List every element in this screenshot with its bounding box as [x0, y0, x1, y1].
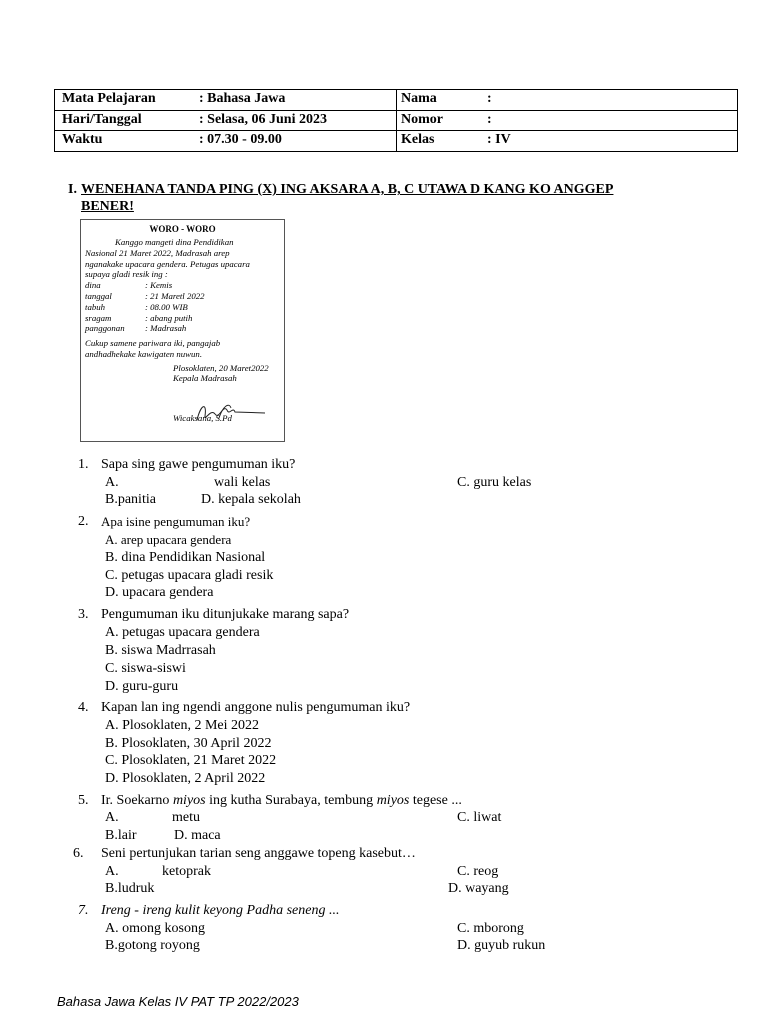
- option-c: C. liwat: [457, 810, 502, 825]
- question-text: Sapa sing gawe pengumuman iku?: [101, 457, 296, 472]
- question-number: 4.: [78, 700, 89, 715]
- option-b: B. Plosoklaten, 30 April 2022: [105, 736, 272, 751]
- subject-label: Mata Pelajaran: [62, 91, 156, 106]
- announcement-title: WORO - WORO: [149, 224, 216, 234]
- question-number: 1.: [78, 457, 89, 472]
- question-text-part: ing kutha Surabaya, tembung: [205, 793, 377, 808]
- announcement-row-label: panggonan: [85, 323, 125, 333]
- question-text: Pengumuman iku ditunjukake marang sapa?: [101, 607, 350, 622]
- announcement-row-label: tanggal: [85, 291, 112, 301]
- announcement-row-value: : abang putih: [145, 313, 193, 323]
- question-text: Ireng - ireng kulit keyong Padha seneng ...: [101, 903, 340, 918]
- option-b: B. dina Pendidikan Nasional: [105, 550, 266, 565]
- option-a: A. petugas upacara gendera: [105, 625, 260, 640]
- announcement-signatory: Wicaksana, S.Pd: [173, 413, 232, 423]
- question-number: 6.: [73, 846, 84, 861]
- option-b: B.gotong royong: [105, 938, 200, 953]
- option-a: A. arep upacara gendera: [105, 532, 232, 547]
- option-d: D. guru-guru: [105, 679, 179, 694]
- page-footer: Bahasa Jawa Kelas IV PAT TP 2022/2023: [57, 994, 299, 1009]
- number-value: :: [487, 111, 492, 127]
- option-a-text: ketoprak: [162, 864, 211, 879]
- option-a: A. Plosoklaten, 2 Mei 2022: [105, 718, 259, 733]
- option-d: D. wayang: [448, 881, 509, 896]
- option-a-letter: A.: [105, 864, 119, 879]
- announcement-closing: andhadhekake kawigaten nuwun.: [85, 349, 203, 359]
- option-d: D. Plosoklaten, 2 April 2022: [105, 771, 266, 786]
- question-text-italic: miyos: [376, 793, 410, 808]
- class-value: : IV: [487, 132, 511, 147]
- number-label: Nomor: [401, 111, 443, 127]
- name-label: Nama: [401, 91, 437, 106]
- announcement-row-value: : 08.00 WIB: [145, 302, 188, 312]
- option-b: B.panitia: [105, 492, 156, 507]
- option-c: C. mborong: [457, 921, 524, 936]
- option-a-letter: A.: [105, 475, 119, 490]
- announcement-box: [80, 219, 285, 442]
- name-value: :: [487, 91, 492, 106]
- date-label: Hari/Tanggal: [62, 111, 142, 127]
- section-instruction-line2: BENER!: [81, 199, 134, 214]
- announcement-row-value: : Kemis: [145, 280, 173, 290]
- header-row: [55, 90, 737, 111]
- announcement-para: Kanggo mangeti dina Pendidikan: [115, 237, 234, 247]
- option-d: D. guyub rukun: [457, 938, 546, 953]
- question-number: 5.: [78, 793, 89, 808]
- time-value: : 07.30 - 09.00: [199, 132, 282, 147]
- announcement-para: nganakake upacara gendera. Petugas upacara: [85, 259, 250, 269]
- header-table: [54, 89, 738, 152]
- announcement-row-label: sragam: [85, 313, 112, 323]
- announcement-row-value: : 21 Maretl 2022: [145, 291, 205, 301]
- announcement-para: Nasional 21 Maret 2022, Madrasah arep: [85, 248, 230, 258]
- option-c: C. Plosoklaten, 21 Maret 2022: [105, 753, 277, 768]
- question-text-italic: miyos: [172, 793, 206, 808]
- announcement-closing: Cukup samene pariwara iki, pangajab: [85, 338, 221, 348]
- announcement-position: Kepala Madrasah: [173, 373, 237, 383]
- time-label: Waktu: [62, 132, 103, 147]
- class-label: Kelas: [401, 132, 435, 147]
- question-text: Kapan lan ing ngendi anggone nulis pengumuman iku?: [101, 700, 411, 715]
- section-instruction-line1: WENEHANA TANDA PING (X) ING AKSARA A, B, C UTAWA D KANG KO ANGGEP: [81, 182, 614, 197]
- option-a: A. omong kosong: [105, 921, 205, 936]
- option-a-letter: A.: [105, 810, 119, 825]
- question-text-part: tegese ...: [409, 793, 462, 808]
- announcement-row-label: dina: [85, 280, 101, 290]
- option-d: D. maca: [174, 828, 221, 843]
- header-row: [55, 131, 737, 151]
- announcement-para: supaya gladi resik ing :: [85, 269, 168, 279]
- header-row: [55, 111, 737, 132]
- option-c: C. siswa-siswi: [105, 661, 186, 676]
- question-number: 3.: [78, 607, 89, 622]
- question-text: [101, 793, 462, 809]
- option-b: B. siswa Madrrasah: [105, 643, 216, 658]
- question-text: Seni pertunjukan tarian seng anggawe topeng kasebut…: [101, 846, 416, 861]
- announcement-row-value: : Madrasah: [145, 323, 187, 333]
- option-d: D. kepala sekolah: [201, 492, 301, 507]
- announcement-row-label: tabuh: [85, 302, 106, 312]
- option-c: C. petugas upacara gladi resik: [105, 568, 274, 583]
- question-number: 7.: [78, 903, 89, 918]
- option-b: B.lair: [105, 828, 137, 843]
- option-c: C. guru kelas: [457, 475, 532, 490]
- question-text-part: Ir. Soekarno: [101, 793, 173, 808]
- option-c: C. reog: [457, 864, 499, 879]
- date-value: : Selasa, 06 Juni 2023: [199, 111, 327, 127]
- question-number: 2.: [78, 514, 89, 529]
- subject-value: : Bahasa Jawa: [199, 91, 286, 106]
- option-d: D. upacara gendera: [105, 585, 214, 600]
- option-a-text: wali kelas: [214, 475, 271, 490]
- question-text: Apa isine pengumuman iku?: [101, 514, 251, 529]
- option-a-text: metu: [172, 810, 200, 825]
- section-number: I.: [68, 182, 77, 197]
- option-b: B.ludruk: [105, 881, 155, 896]
- announcement-place-date: Plosoklaten, 20 Maret2022: [173, 363, 269, 373]
